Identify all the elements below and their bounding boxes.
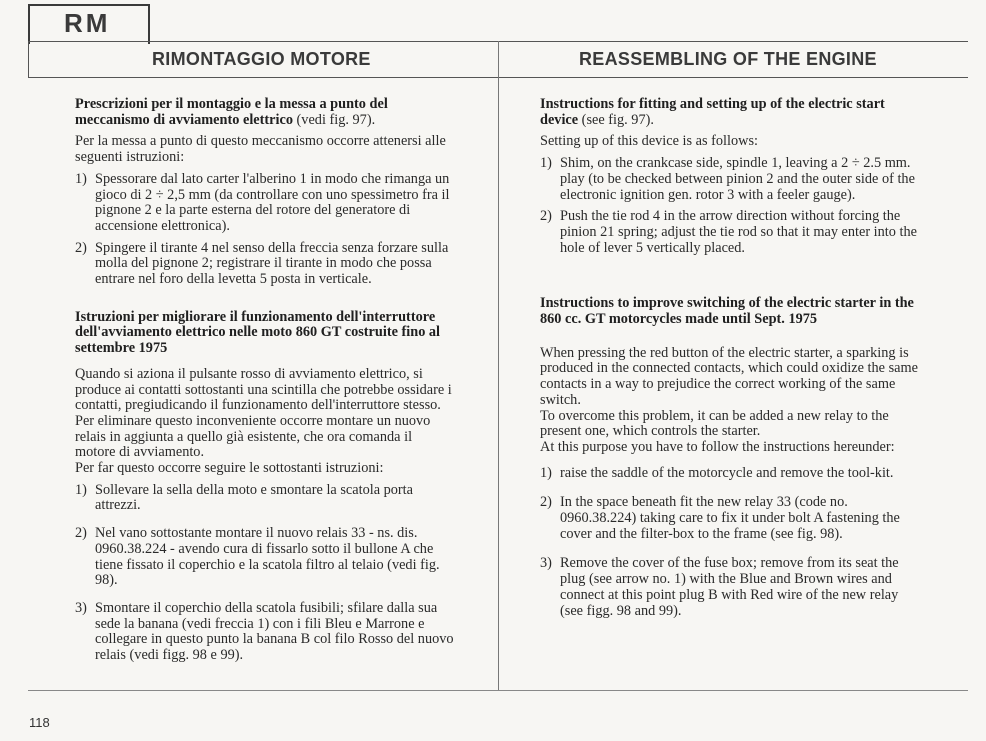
right-paragraph-3: To overcome this problem, it can be added a new relay to the present one, which controls the starter. [540,407,889,440]
right-column [540,97,922,619]
right-list-item: 1) raise the saddle of the motorcycle and remove the tool-kit. [540,464,894,481]
column-divider [498,41,499,691]
left-heading-2: Istruzioni per migliorare il funzionamento dell'interruttore dell'avviamento elettrico nelle moto 860 GT costruite fino al settembre 1975 [75,308,441,357]
left-list-item: 2) Spingere il tirante 4 nel senso della freccia senza forzare sulla molla del pignone 2; registrare il tirante in modo che possa entrare nel foro della levetta 5 posta in verticale. [75,239,449,288]
left-list-item: 1) Spessorare dal lato carter l'alberino 1 in modo che rimanga un gioco di 2 ÷ 2,5 mm (da controllare con uno spessimetro fra il pignone 2 e la parte esterna del rotore del generatore di accensione elettronica). [75,170,450,234]
right-list-item: 2) Push the tie rod 4 in the arrow direction without forcing the pinion 21 spring; adjust the tie rod so that it may enter into the hole of lever 5 vertically placed. [540,208,917,256]
right-list-item: 1) Shim, on the crankcase side, spindle 1, leaving a 2 ÷ 2.5 mm. play (to be checked between pinion 2 and the outer side of the electronic ignition gen. rotor 3 with a feeler gauge). [540,155,915,203]
left-list-item: 2) Nel vano sottostante montare il nuovo relais 33 - ns. dis. 0960.38.224 - avendo cura di fissarlo sotto il bullone A che tiene fissato il coperchio e la scatola filtro al telaio (vedi fig. 98). [75,525,440,589]
right-paragraph-1: Setting up of this device is as follows: [540,133,759,150]
left-list-item: 3) Smontare il coperchio della scatola fusibili; sfilare dalla sua sede la banana (vedi freccia 1) con i fili Bleu e Marrone e collegare in questo punto la banana B col filo Rosso del nuovo relais (vedi figg. 98 e 99). [75,599,454,664]
right-paragraph-4: At this purpose you have to follow the instructions hereunder: [540,438,895,455]
left-paragraph-1: Per la messa a punto di questo meccanismo occorre attenersi alle seguenti istruzioni: [75,133,446,166]
page-number: 118 [29,715,50,730]
bottom-rule [28,690,968,691]
right-paragraph-2: When pressing the red button of the electric starter, a sparking is produced in the connected contacts, which could oxidize the same contacts in a way to prejudice the correct working of the same switch. [540,344,918,408]
right-list-item: 3) Remove the cover of the fuse box; remove from its seat the plug (see arrow no. 1) with the Blue and Brown wires and connect at this point plug B with Red wire of the new relay (see figg. 98 and 99). [540,555,899,619]
left-paragraph-3: Per eliminare questo inconveniente occorre montare un nuovo relais in aggiunta a quello già esistente, che ora comanda il motore di avviamento. [75,412,431,461]
section-logo: RM [64,8,111,38]
left-list-item: 1) Sollevare la sella della moto e smontare la scatola porta attrezzi. [75,481,413,514]
left-column [75,97,456,664]
left-paragraph-4: Per far questo occorre seguire le sottostanti istruzioni: [75,460,384,477]
left-section-title: RIMONTAGGIO MOTORE [152,49,371,69]
right-heading-1: Instructions for fitting and setting up of the electric start device (see fig. 97). [540,96,885,128]
left-paragraph-2: Quando si aziona il pulsante rosso di avviamento elettrico, si produce ai contatti sottostanti una scintilla che potrebbe ossidare i contatti, pregiudicando il funzionamento dell'interruttore stesso. [75,365,452,414]
right-section-title: REASSEMBLING OF THE ENGINE [579,49,877,69]
left-heading-1: Prescrizioni per il montaggio e la messa a punto del meccanismo di avviamento elettrico (vedi fig. 97). [75,96,388,128]
right-heading-2: Instructions to improve switching of the electric starter in the 860 cc. GT motorcycles made until Sept. 1975 [540,295,914,328]
left-border [28,41,29,77]
right-list-item: 2) In the space beneath fit the new relay 33 (code no. 0960.38.224) taking care to fix it under bolt A fastening the cover and the filter-box to the frame (see fig. 98). [540,494,900,542]
